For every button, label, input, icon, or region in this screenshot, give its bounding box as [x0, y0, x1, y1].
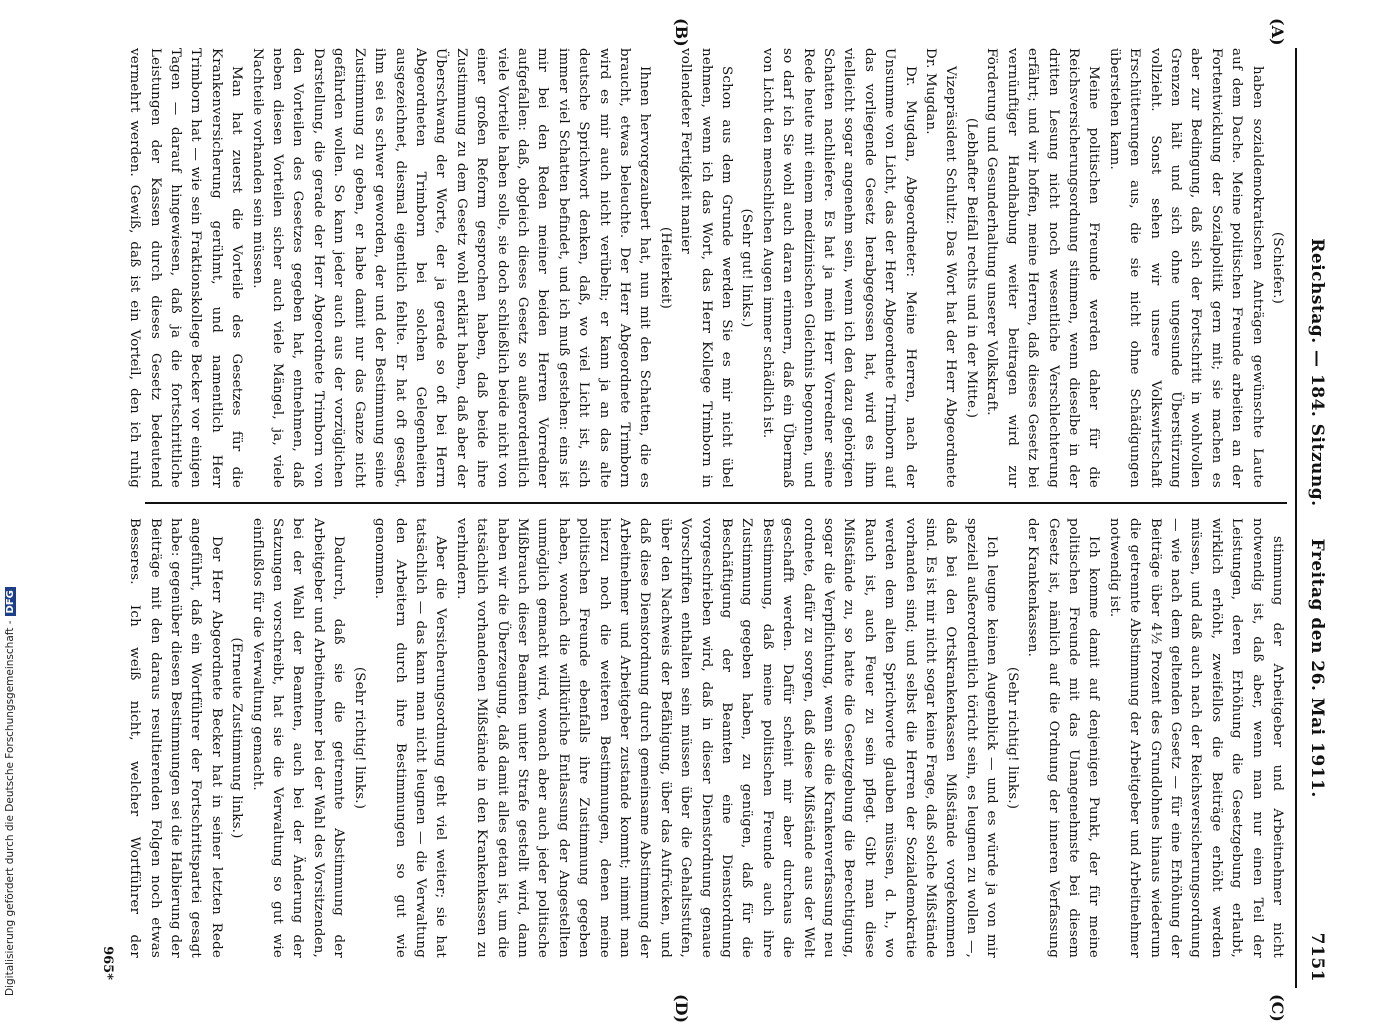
header-session: Reichstag. — 184. Sitzung.	[1307, 238, 1327, 507]
margin-mark-a: (A)	[1268, 18, 1287, 46]
paragraph: Dr. Mugdan, Abgeordneter: Meine Herren, nach der Unsumme von Licht, das der Herr Abgeordnete Trimborn auf das vorliegende Gesetz herabgegossen hat, wird es ihm vielleicht sogar angenehm sein, wenn ich den dazu gehörigen Schatten nachliefere. Es hat ja mein Herr Vorredner seine Rede heute mit einem medizinischen Gleichnis begonnen, und so darf ich Sie wohl auch daran erinnern, daß ein Übermaß von Licht den menschlichen Augen immer schädlich ist.	[759, 48, 918, 488]
dfg-logo: DFG	[5, 587, 16, 616]
header-page-number: 7151	[1307, 932, 1327, 982]
column-divider	[145, 502, 1287, 504]
margin-mark-d: (D)	[672, 994, 691, 1023]
margin-mark-c: (C)	[1268, 994, 1287, 1022]
paragraph: stimmung der Arbeitgeber und Arbeitnehmer nicht notwendig ist, daß aber, wenn man nur einen Teil der Leistungen, deren Erhöhung die Gesetzgebung erlaubt, wirklich erhöht, zweifellos die Beiträge erhöht werden müssen, und daß auch nach der Reichsversicherungsordnung — wie nach dem geltenden Gesetz — für eine Erhöhung der Beiträge über 4½ Prozent des Grundlohnes hinaus wiederum die getrennte Abstimmung der Arbeitgeber und Arbeitnehmer notwendig ist.	[1106, 518, 1285, 958]
interjection: (Lebhafter Beifall rechts und in der Mitte.)	[963, 117, 979, 419]
margin-mark-b: (B)	[672, 18, 691, 47]
interjection: (Sehr gut! links.)	[739, 208, 755, 328]
paragraph: Schon aus dem Grunde werden Sie es mir nicht übel nehmen, wenn ich das Wort, das Herr Kollege Trimborn in vollendeter Fertigkeit manier	[678, 48, 735, 488]
digitization-note	[4, 590, 18, 996]
paragraph: Meine politischen Freunde werden daher für die Reichsversicherungsordnung stimmen, wenn dieselbe in der dritten Lesung nicht noch wesentliche Verschlechterung erfährt; und wir hoffen, meine Herren, daß dieses Gesetz bei vernünftiger Handhabung weiter beitragen wird zur Förderung und Gesunderhaltung unserer Volkskraft.	[984, 48, 1102, 488]
paragraph: Der Herr Abgeordnete Becker hat in seiner letzten Rede angeführt, daß ein Wortführer der Fortschrittspartei gesagt habe: gegenüber diesen Bestimmungen sei die Halbierung der Beiträge mit den daraus resultierenden Folgen noch etwas Besseres. Ich weiß nicht, welcher Wortführer der	[127, 518, 224, 958]
interjection: (Sehr richtig! links.)	[1004, 666, 1020, 810]
text-column-right	[125, 518, 1287, 958]
interjection: (Heiterkeit)	[657, 226, 673, 310]
document-page	[81, 18, 1331, 1023]
paragraph: Ich leugne keinen Augenblick — und es würde ja von mir speziell außerordentlich töricht sein, es leugnen zu wollen —, daß bei den Ortskrankenkassen Mißstände vorgekommen sind. Es ist mir nicht sogar keine Frage, daß solche Mißstände vorhanden sind; und selbst die Herren der Sozialdemokratie werden dem alten Sprichworte glauben müssen, d. h., wo Rauch ist, auch Feuer zu sein pflegt. Gibt man diese Mißstände zu, so hatte die Gesetzgebung die Berechtigung, sogar die Verpflichtung, wenn sie die Krankenverfassung neu ordnete, dafür zu sorgen, daß diese Mißstände aus der Welt geschafft werden. Dafür scheint mir aber durchaus die Bestimmung, daß meine politischen Freunde auch ihre Zustimmung gegeben haben, zu genügen, daß für die Beschäftigung der Beamten eine Dienstordnung vorgeschrieben wird, daß in dieser Dienstordnung genaue Vorschriften enthalten sein müssen über die Gehaltsstufen, über den Nachweis der Befähigung, über das Aufrücken, und daß diese Dienstordnung durch gemeinsame Abstimmung der Arbeitnehmer und Arbeitgeber zustande kommt; nimmt man hierzu noch die weiteren Bestimmungen, denen meine politischen Freunde ebenfalls ihre Zustimmung gegeben haben, wonach die willkürliche Entlassung der Angestellten unmöglich gemacht wird, wonach aber auch jeder politische Mißbrauch dieser Beamten unter Strafe gestellt wird, dann haben wir die Überzeugung, daß damit alles getan ist, um die tatsächlich vorhandenen Mißstände in den Krankenkassen zu verhindern.	[453, 518, 1000, 958]
page-header	[1295, 48, 1331, 988]
interjection: (Erneute Zustimmung links.)	[229, 637, 245, 839]
text-column-left	[125, 48, 1287, 488]
header-session-date	[1307, 88, 1327, 948]
interjection: (Schiefer.)	[1270, 231, 1285, 305]
interjection: (Sehr richtig! links.)	[351, 666, 367, 810]
signature-mark: 965*	[100, 946, 115, 980]
paragraph: haben sozialdemokratischen Anträgen gewünschte Laute auf dem Dache. Meine politischen Freunde arbeiten an der Fortentwicklung der Sozialpolitik gern mit; sie machen es aber zur Bedingung, daß sich der Fortschritt in wohlvollen Grenzen hält und sich ohne ungesunde Überstürzung vollzieht. Sonst sehen wir unsere Volkswirtschaft Erschütterungen aus, die sie nicht ohne Schädigungen überstehen kann.	[1106, 48, 1265, 488]
paragraph: Aber die Versicherungsordnung geht viel weiter; sie hat tatsächlich — das kann man nicht leugnen — die Verwaltung den Arbeitern durch ihre Bestimmungen so gut wie genommen.	[372, 518, 449, 958]
paragraph: Vizepräsident Schultz: Das Wort hat der Herr Abgeordnete Dr. Mugdan.	[923, 48, 959, 488]
header-date: Freitag den 26. Mai 1911.	[1307, 538, 1327, 798]
paragraph: Ich komme damit auf denjenigen Punkt, der für meine politischen Freunde mit das Unangenehmste bei diesem Gesetz ist, nämlich auf die Ordnung der inneren Verfassung der Krankenkassen.	[1025, 518, 1102, 958]
header-rule	[1295, 48, 1297, 988]
digitization-text: Digitalisierung gefördert durch die Deutsche Forschungsgemeinschaft -	[4, 620, 16, 996]
paragraph: Dadurch, daß sie die getrennte Abstimmung der Arbeitgeber und Arbeitnehmer bei der Wahl des Vorsitzenden, bei der Wahl der Beamten, auch bei der Änderung der Satzungen vorschreibt, hat sie die Verwaltung so gut wie einflußlos für die Verwaltung gemacht.	[249, 518, 347, 958]
paragraph: Man hat zuerst die Vorteile des Gesetzes für die Krankenversicherung gerühmt, und namentlich Herr Trimborn hat — wie sein Fraktionskollege Becker vor einigen Tagen — darauf hingewiesen, daß ja die fortschrittliche Leistungen der Kassen durch dieses Gesetz bedeutend vermehrt werden. Gewiß, daß ist ein Vorteil, den ich ruhig	[127, 48, 245, 488]
paragraph: Ihnen hervorgezaubert hat, nun mit den Schatten, die es braucht, etwas beleuchte. Der Herr Abgeordnete Trimborn wird es mir auch nicht verübeln; er kann ja an das alte deutsche Sprichwort denken, daß, wo viel Licht ist, sich immer viel Schatten befindet, und ich muß gestehen: eins ist mir bei den Reden meiner beiden Herren Vorredner aufgefallen: daß, obgleich dieses Gesetz so außerordentlich viele Vorteile haben solle, sie doch schließlich beide nicht von einer großen Reform gesprochen haben, daß beide ihre Zustimmung zu dem Gesetz wohl erklärt haben, daß aber der Überschwang der Worte, der ja gerade so oft bei Herrn Abgeordneten Trimborn bei solchen Gelegenheiten ausgezeichnet, diesmal eigentlich fehlte. Er hat oft gesagt, ihm sei es schwer geworden, der und der Bestimmung seine Zustimmung zu geben, er habe damit nur das Ganze nicht gefährden wollen. So kann jeder auch aus der vorzüglichen Darstellung, die gerade der Herr Abgeordnete Trimborn von den Vorteilen des Gesetzes gegeben hat, entnehmen, daß neben diesen Vorteilen sicher auch viele Mängel, ja, viele Nachteile vorhanden sein müssen.	[249, 48, 653, 488]
